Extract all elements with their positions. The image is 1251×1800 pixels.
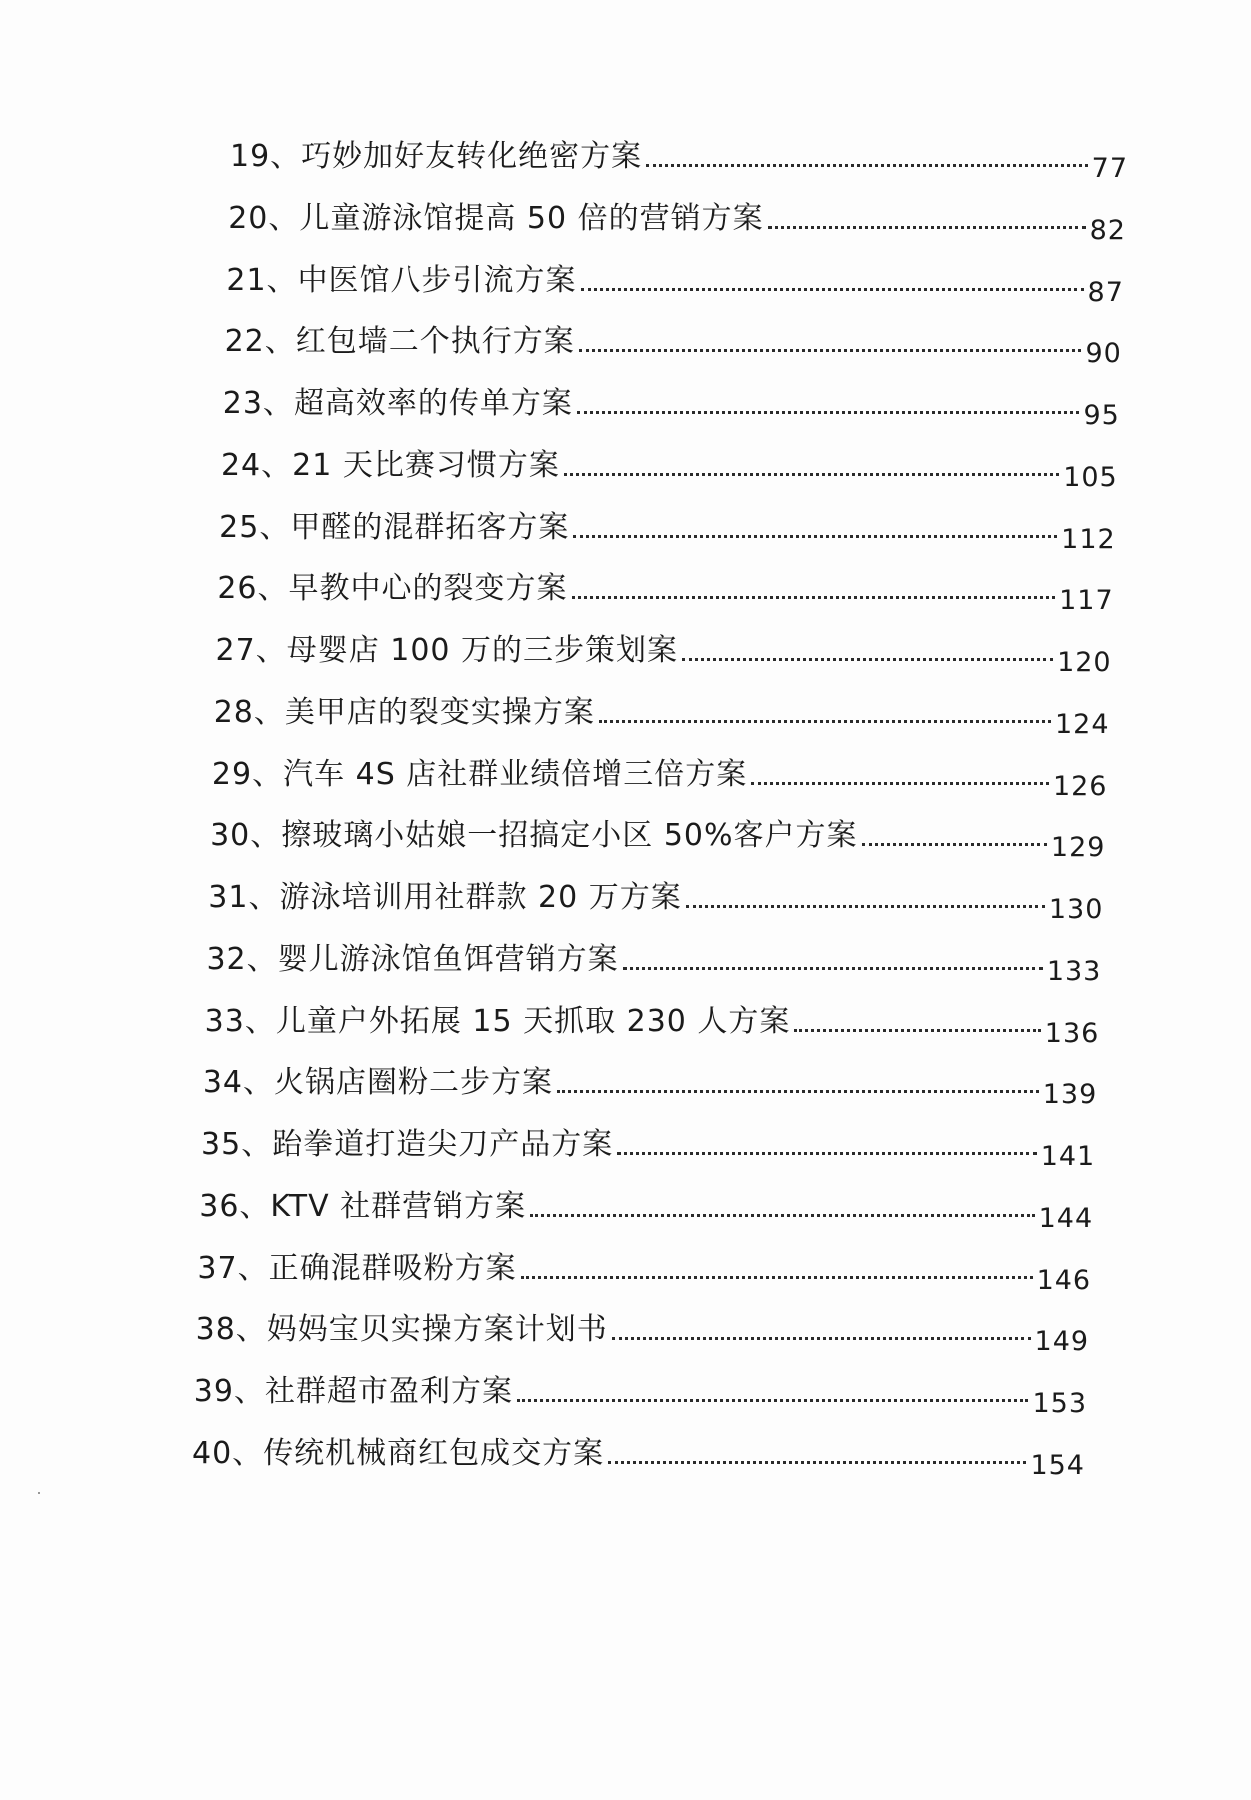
toc-dot-leader: [517, 1399, 1029, 1402]
toc-entry[interactable]: [219, 501, 1116, 555]
toc-entry[interactable]: [201, 1118, 1096, 1173]
toc-entry-title: 社群超市盈利方案: [264, 1374, 513, 1410]
toc-entry[interactable]: [215, 624, 1112, 679]
toc-dot-leader: [530, 1214, 1034, 1217]
toc-entry-number: 34、: [202, 1065, 275, 1101]
toc-entry-page-number: 149: [1034, 1326, 1090, 1358]
toc-entry[interactable]: [193, 1365, 1088, 1420]
toc-dot-leader: [557, 1090, 1039, 1093]
toc-entry-number: 30、: [210, 818, 282, 854]
toc-entry-number: 38、: [195, 1312, 267, 1348]
toc-entry-page-number: 141: [1040, 1141, 1096, 1173]
toc-entry-page-number: 130: [1048, 894, 1104, 926]
toc-entry-number: 37、: [197, 1250, 269, 1286]
toc-entry-title: 擦玻璃小姑娘一招搞定小区 50%客户方案: [281, 818, 858, 854]
toc-dot-leader: [646, 164, 1087, 167]
toc-entry-title: 正确混群吸粉方案: [268, 1250, 517, 1286]
toc-entry-title: 甲醛的混群拓客方案: [290, 509, 570, 545]
toc-entry-number: 23、: [222, 386, 294, 422]
toc-entry-number: 29、: [211, 756, 284, 792]
toc-entry-page-number: 124: [1055, 708, 1110, 740]
toc-entry[interactable]: [202, 1056, 1098, 1111]
toc-dot-leader: [573, 535, 1057, 538]
toc-entry-number: 31、: [208, 880, 280, 916]
toc-entry-page-number: 129: [1050, 832, 1106, 864]
toc-entry-number: 20、: [228, 200, 300, 236]
toc-entry-page-number: 90: [1085, 338, 1122, 370]
toc-entry-number: 22、: [224, 324, 296, 360]
toc-entry-title: 游泳培训用社群款 20 万方案: [279, 880, 682, 916]
toc-dot-leader: [579, 349, 1082, 352]
toc-entry-title: 中医馆八步引流方案: [297, 262, 577, 298]
toc-entry-page-number: 146: [1036, 1264, 1092, 1296]
toc-entry[interactable]: [199, 1180, 1094, 1234]
toc-entry[interactable]: [224, 315, 1122, 370]
toc-entry-title: 火锅店圈粉二步方案: [274, 1065, 554, 1101]
toc-entry[interactable]: [204, 995, 1100, 1049]
toc-dot-leader: [751, 782, 1049, 785]
toc-dot-leader: [608, 1461, 1026, 1464]
toc-entry-page-number: 117: [1059, 585, 1114, 617]
toc-entry-page-number: 120: [1057, 647, 1112, 679]
toc-dot-leader: [572, 596, 1056, 599]
toc-dot-leader: [686, 905, 1045, 908]
toc-entry[interactable]: [210, 809, 1106, 864]
toc-entry-number: 35、: [201, 1127, 273, 1163]
toc-entry-title: 红包墙二个执行方案: [295, 324, 575, 360]
toc-entry-title: 汽车 4S 店社群业绩倍增三倍方案: [283, 756, 748, 792]
toc-dot-leader: [564, 473, 1059, 476]
toc-dot-leader: [577, 411, 1080, 414]
toc-entry-page-number: 95: [1083, 400, 1120, 432]
toc-entry-number: 19、: [230, 139, 302, 174]
toc-entry-title: 21 天比赛习惯方案: [292, 447, 560, 483]
toc-entry-page-number: 144: [1038, 1202, 1094, 1234]
toc-entry-number: 39、: [193, 1374, 265, 1410]
toc-entry-title: 超高效率的传单方案: [293, 386, 573, 422]
toc-entry[interactable]: [228, 192, 1126, 246]
toc-entry-page-number: 77: [1091, 153, 1128, 184]
toc-dot-leader: [768, 226, 1086, 229]
toc-entry-title: KTV 社群营销方案: [270, 1188, 527, 1224]
toc-dot-leader: [623, 967, 1043, 970]
toc-entry-number: 27、: [215, 633, 287, 669]
toc-entry-page-number: 133: [1046, 955, 1102, 987]
toc-dot-leader: [794, 1029, 1040, 1032]
toc-entry[interactable]: [195, 1303, 1090, 1358]
toc-entry-title: 早教中心的裂变方案: [288, 571, 568, 607]
toc-dot-leader: [682, 658, 1053, 661]
toc-entry[interactable]: [217, 562, 1114, 617]
toc-entry-page-number: 82: [1089, 214, 1126, 246]
toc-entry-title: 传统机械商红包成交方案: [263, 1436, 605, 1471]
toc-entry-title: 跆拳道打造尖刀产品方案: [272, 1127, 614, 1163]
toc-dot-leader: [617, 1152, 1036, 1155]
toc-entry[interactable]: [197, 1242, 1092, 1296]
toc-entry[interactable]: [226, 254, 1124, 308]
toc-entry[interactable]: [192, 1427, 1085, 1481]
toc-entry[interactable]: [208, 871, 1104, 926]
toc-entry-page-number: 136: [1044, 1017, 1100, 1049]
toc-entry-page-number: 139: [1042, 1079, 1098, 1111]
toc-entry-page-number: 112: [1061, 523, 1116, 555]
toc-entry-number: 26、: [217, 571, 289, 607]
toc-dot-leader: [862, 843, 1047, 846]
toc-entry-number: 40、: [192, 1436, 264, 1471]
toc-entry-title: 儿童游泳馆提高 50 倍的营销方案: [299, 200, 764, 236]
toc-dot-leader: [581, 288, 1084, 291]
toc-entry-title: 巧妙加好友转化绝密方案: [301, 139, 643, 174]
toc-entry-title: 婴儿游泳馆鱼饵营销方案: [277, 941, 619, 977]
toc-entry-title: 妈妈宝贝实操方案计划书: [266, 1312, 608, 1348]
toc-entry[interactable]: [220, 439, 1118, 493]
toc-entry[interactable]: [213, 686, 1110, 740]
toc-entry[interactable]: [206, 933, 1102, 987]
toc-entry-page-number: 87: [1087, 276, 1124, 308]
toc-entry[interactable]: [211, 748, 1108, 802]
toc-entry[interactable]: [230, 130, 1128, 184]
toc-entry-number: 21、: [226, 262, 298, 298]
toc-entry-title: 母婴店 100 万的三步策划案: [286, 633, 679, 669]
toc-entry-number: 33、: [204, 1003, 276, 1039]
toc-entry[interactable]: [222, 377, 1120, 432]
toc-entry-title: 美甲店的裂变实操方案: [284, 694, 595, 730]
toc-dot-leader: [599, 720, 1051, 723]
toc-entry-number: 25、: [219, 509, 291, 545]
toc-entry-page-number: 153: [1032, 1388, 1088, 1420]
toc-entry-page-number: 105: [1063, 461, 1118, 493]
toc-entry-number: 32、: [206, 941, 278, 977]
toc-entry-number: 36、: [199, 1188, 271, 1224]
toc-entry-number: 24、: [220, 447, 293, 483]
toc-dot-leader: [521, 1276, 1033, 1279]
toc-dot-leader: [612, 1337, 1031, 1340]
toc-entry-page-number: 154: [1030, 1450, 1085, 1481]
toc-entry-number: 28、: [213, 694, 285, 730]
scan-speck: [38, 1492, 40, 1494]
toc-entry-page-number: 126: [1052, 770, 1108, 802]
toc-entry-title: 儿童户外拓展 15 天抓取 230 人方案: [275, 1003, 791, 1039]
